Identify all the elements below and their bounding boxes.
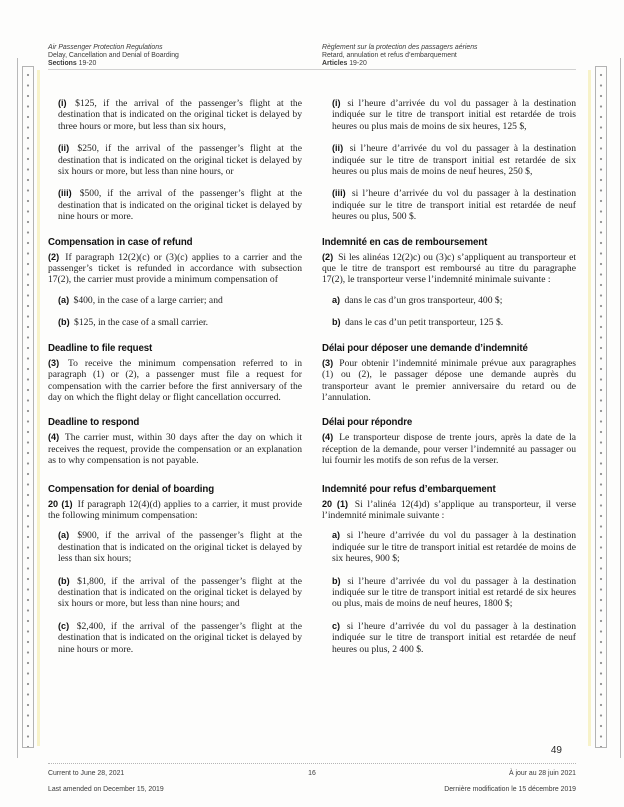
item-label: (ii) bbox=[58, 143, 70, 154]
running-header-en bbox=[48, 44, 302, 69]
list-item bbox=[332, 295, 576, 306]
paragraph-number: (2) bbox=[48, 251, 60, 262]
right-perforation-strip bbox=[595, 66, 607, 748]
item-label: (b) bbox=[58, 575, 70, 586]
footer-rule bbox=[48, 763, 576, 764]
section-row bbox=[48, 237, 576, 329]
item-label: (iii) bbox=[58, 188, 72, 199]
section-range-en bbox=[48, 60, 302, 68]
paragraph-number: (3) bbox=[322, 357, 334, 368]
section-row bbox=[48, 343, 576, 404]
section-value-fr: 19-20 bbox=[349, 60, 367, 68]
list-item bbox=[332, 143, 576, 177]
paragraph bbox=[48, 358, 302, 404]
list-item bbox=[58, 295, 302, 306]
paragraph-number: (4) bbox=[322, 432, 334, 443]
column-fr bbox=[322, 484, 576, 655]
item-text: si l’heure d’arrivée du vol du passager à la destination indiquée sur le titre de transport initial est retardée de trois heures ou plus mais de moins de six heures, 125 $, bbox=[332, 98, 576, 132]
paragraph-number: 20 (1) bbox=[322, 498, 349, 509]
paragraph-text: If paragraph 12(2)(c) or (3)(c) applies to a carrier and the passenger’s ticket is refunded in accordance with subsection 17(2), the carrier must provide a minimum compensation of bbox=[48, 251, 302, 286]
header-rule bbox=[48, 69, 576, 70]
paragraph-number: (3) bbox=[48, 357, 60, 368]
paragraph bbox=[48, 252, 302, 286]
paragraph-text: Si l’alinéa 12(4)d) s’applique au transporteur, il verse l’indemnité minimale suivante : bbox=[322, 498, 576, 521]
paragraph bbox=[322, 432, 576, 466]
paragraph-text: To receive the minimum compensation referred to in paragraph (1) or (2), a passenger must file a request for compensation with the carrier before the first anniversary of the day on which the flight delay or flight cancellation occurred. bbox=[48, 357, 303, 403]
column-en bbox=[48, 484, 302, 655]
running-header bbox=[48, 44, 576, 69]
amendment-date-en: Last amended on December 15, 2019 bbox=[48, 786, 164, 793]
list-item bbox=[332, 530, 576, 564]
column-en bbox=[48, 343, 302, 404]
list-item bbox=[58, 317, 302, 328]
item-label: b) bbox=[332, 575, 341, 586]
section-row bbox=[48, 417, 576, 466]
item-label: c) bbox=[332, 620, 341, 631]
item-label: b) bbox=[332, 317, 341, 328]
paragraph-text: Pour obtenir l’indemnité minimale prévue aux paragraphes (1) ou (2), le passager dépose une demande auprès du transporteur avant le premier anniversaire du retard ou de l’annulation. bbox=[322, 357, 576, 403]
list-item bbox=[58, 143, 302, 177]
item-text: dans le cas d’un gros transporteur, 400 $; bbox=[344, 294, 503, 306]
paragraph-number: (4) bbox=[48, 432, 60, 443]
paragraph bbox=[322, 499, 576, 522]
right-highlight-line bbox=[588, 70, 591, 746]
paragraph bbox=[48, 499, 302, 522]
section-heading: Délai pour déposer une demande d’indemnité bbox=[322, 342, 528, 354]
amendment-date-fr: Dernière modification le 15 décembre 2019 bbox=[444, 786, 576, 793]
list-item bbox=[332, 576, 576, 610]
item-text: $1,800, if the arrival of the passenger’s flight at the destination that is indicated on the original ticket is delayed by six hours or more, but less than nine hours; and bbox=[58, 575, 302, 610]
list-item bbox=[332, 98, 576, 132]
list-item bbox=[332, 317, 576, 328]
item-text: $250, if the arrival of the passenger’s flight at the destination that is indicated on the original ticket is delayed by six hours or more, but less than nine hours, or bbox=[58, 143, 302, 178]
column-fr bbox=[322, 87, 576, 223]
section-heading: Compensation for denial of boarding bbox=[48, 483, 215, 495]
regulation-title-en: Air Passenger Protection Regulations bbox=[48, 44, 163, 51]
item-text: $125, if the arrival of the passenger’s flight at the destination that is indicated on the original ticket is delayed by three hours or more, but less than six hours, bbox=[58, 98, 302, 132]
item-label: (a) bbox=[58, 294, 70, 305]
item-text: si l’heure d’arrivée du vol du passager à la destination indiquée sur le titre de transport initial est retardée de neuf heures ou plus, 2 400 $. bbox=[332, 620, 576, 655]
list-item bbox=[58, 530, 302, 564]
item-text: $500, if the arrival of the passenger’s flight at the destination that is indicated on the original ticket is delayed by nine hours or more. bbox=[58, 188, 302, 223]
item-label: a) bbox=[332, 294, 341, 305]
column-en bbox=[48, 87, 302, 223]
section-label-fr: Articles bbox=[322, 60, 348, 68]
section-heading: Délai pour répondre bbox=[322, 417, 413, 429]
list-item bbox=[58, 621, 302, 655]
currency-date-en: Current to June 28, 2021 bbox=[48, 770, 125, 777]
column-en bbox=[48, 237, 302, 329]
list-item bbox=[58, 188, 302, 222]
item-text: si l’heure d’arrivée du vol du passager à la destination indiquée sur le titre de transport initial est retardée de neuf heures ou plus, 500 $. bbox=[332, 188, 576, 223]
left-page-edge-line bbox=[17, 58, 18, 758]
item-label: (ii) bbox=[332, 143, 344, 154]
item-label: a) bbox=[332, 530, 341, 541]
paragraph-text: Le transporteur dispose de trente jours, après la date de la réception de la demande, pour verser l’indemnité au passager ou lui fournir les motifs de son refus de la verser. bbox=[322, 432, 577, 467]
left-highlight-line bbox=[37, 70, 40, 746]
item-label: (b) bbox=[58, 317, 70, 328]
sheet-number: 16 bbox=[308, 770, 316, 777]
page-number: 49 bbox=[550, 745, 562, 756]
item-text: $900, if the arrival of the passenger’s flight at the destination that is indicated on the original ticket is delayed by less than six hours; bbox=[58, 530, 302, 565]
item-text: si l’heure d’arrivée du vol du passager à la destination indiquée sur le titre de transport initial est retardé de six heures ou plus, mais de moins de neuf heures, 1800 $; bbox=[332, 575, 576, 610]
paragraph-number: 20 (1) bbox=[48, 498, 73, 509]
left-perforation-strip bbox=[22, 66, 34, 748]
item-text: $2,400, if the arrival of the passenger’s flight at the destination that is indicated on the original ticket is delayed by nine hours or more. bbox=[58, 620, 302, 655]
item-label: (c) bbox=[58, 620, 70, 631]
list-item bbox=[58, 98, 302, 132]
regulation-title-fr: Règlement sur la protection des passagers aériens bbox=[322, 44, 478, 51]
running-header-fr bbox=[322, 44, 576, 69]
item-label: (i) bbox=[332, 98, 341, 108]
section-value-en: 19-20 bbox=[78, 60, 97, 68]
section-heading: Deadline to file request bbox=[48, 342, 153, 354]
item-text: $400, in the case of a large carrier; and bbox=[73, 294, 223, 306]
list-item bbox=[332, 621, 576, 655]
paragraph-number: (2) bbox=[322, 251, 334, 262]
currency-date-fr: À jour au 28 juin 2021 bbox=[508, 770, 576, 777]
regulation-subtitle-en: Delay, Cancellation and Denial of Boarding bbox=[48, 52, 179, 60]
section-heading: Indemnité en cas de remboursement bbox=[322, 236, 488, 248]
item-text: si l’heure d’arrivée du vol du passager à la destination indiquée sur le titre de transport initial est retardée de moins de six heures, 900 $; bbox=[332, 530, 576, 565]
column-en bbox=[48, 417, 302, 466]
column-fr bbox=[322, 237, 576, 329]
regulation-body bbox=[48, 87, 576, 655]
regulation-subtitle-fr: Retard, annulation et refus d’embarquement bbox=[322, 52, 457, 60]
item-text: si l’heure d’arrivée du vol du passager à la destination indiquée sur le titre de transport initial est retardée de six heures ou plus mais de moins de neuf heures, 250 $, bbox=[332, 143, 576, 178]
paragraph bbox=[322, 252, 576, 286]
section-row bbox=[48, 87, 576, 223]
item-label: (i) bbox=[58, 98, 67, 108]
section-heading: Indemnité pour refus d’embarquement bbox=[322, 483, 496, 495]
column-fr bbox=[322, 343, 576, 404]
paragraph-text: The carrier must, within 30 days after the day on which it receives the request, provide the compensation or an explanation as to why compensation is not payable. bbox=[48, 432, 302, 467]
item-text: dans le cas d’un petit transporteur, 125 $. bbox=[345, 317, 504, 329]
item-label: (a) bbox=[58, 530, 70, 541]
section-label-en: Sections bbox=[48, 60, 77, 68]
paragraph bbox=[322, 358, 576, 404]
section-heading: Deadline to respond bbox=[48, 417, 140, 429]
section-row bbox=[48, 484, 576, 655]
list-item bbox=[58, 576, 302, 610]
item-label: (iii) bbox=[332, 188, 346, 199]
item-text: $125, in the case of a small carrier. bbox=[74, 317, 209, 329]
paragraph-text: Si les alinéas 12(2)c) ou (3)c) s’appliquent au transporteur et que le titre de transport est remboursé au titre du paragraphe 17(2), le transporteur verse l’indemnité minimale suivante : bbox=[322, 251, 576, 286]
section-heading: Compensation in case of refund bbox=[48, 236, 193, 248]
list-item bbox=[332, 188, 576, 222]
paragraph-text: If paragraph 12(4)(d) applies to a carrier, it must provide the following minimum compensation: bbox=[48, 498, 302, 521]
section-range-fr bbox=[322, 60, 576, 68]
column-fr bbox=[322, 417, 576, 466]
right-page-edge-line bbox=[620, 58, 621, 758]
paragraph bbox=[48, 432, 302, 466]
